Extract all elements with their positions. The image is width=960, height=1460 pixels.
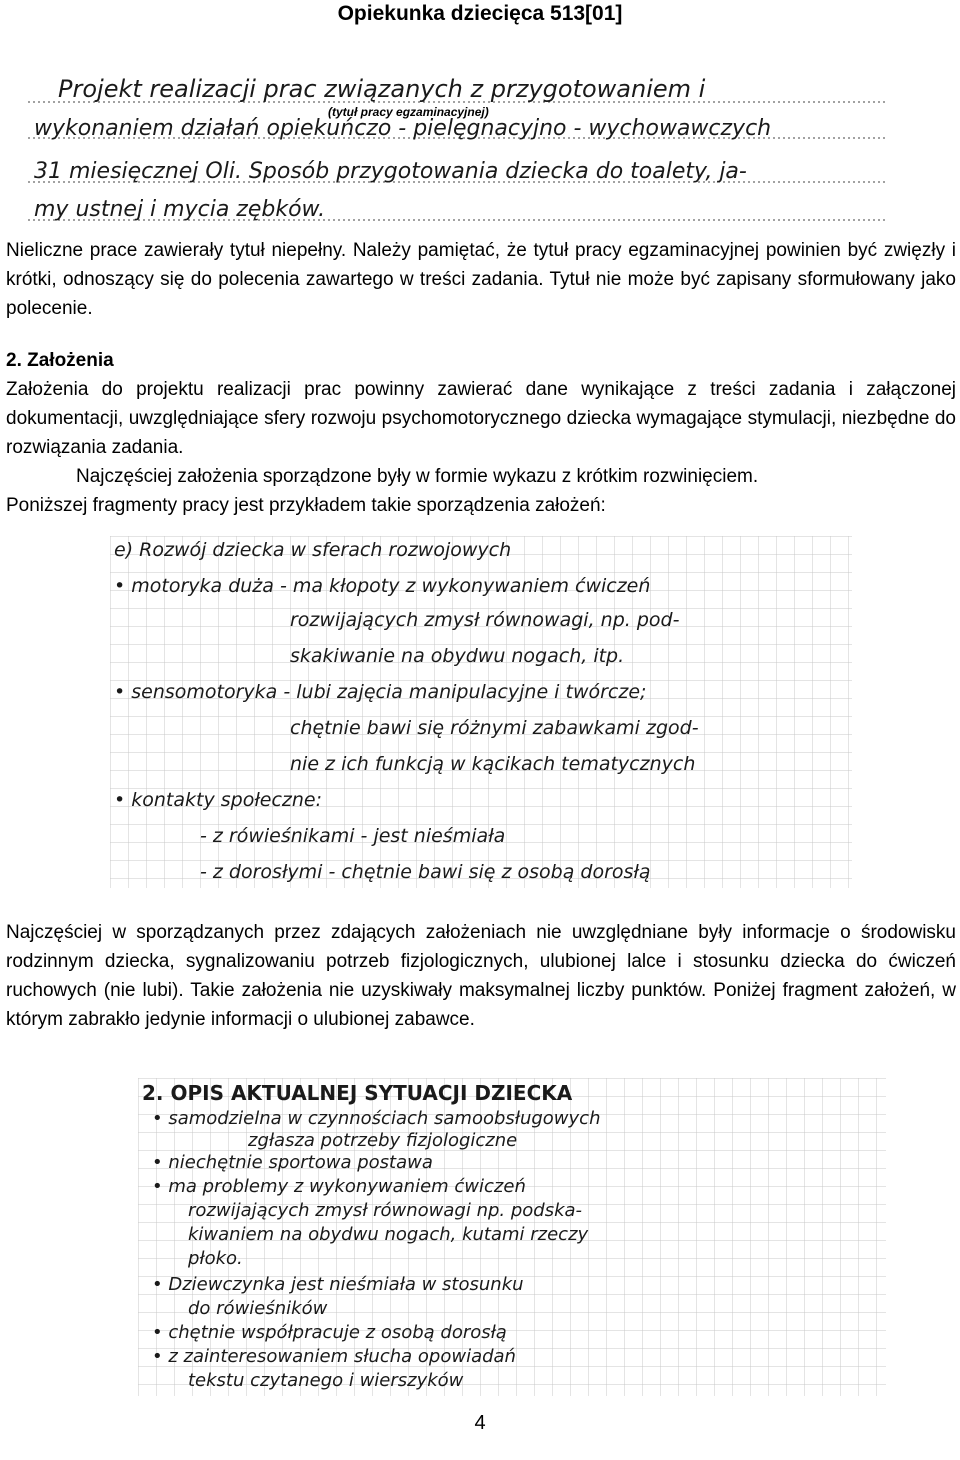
handwritten-line: skakiwanie na obydwu nogach, itp. — [290, 645, 625, 667]
handwritten-assumptions-scan — [110, 536, 852, 888]
handwritten-line: płoko. — [188, 1248, 243, 1269]
page-title: Opiekunka dziecięca 513[01] — [337, 2, 623, 25]
handwritten-line: tekstu czytanego i wierszyków — [188, 1370, 464, 1391]
handwritten-line: • z zainteresowaniem słucha opowiadań — [152, 1346, 516, 1367]
handwritten-line: • motoryka duża - ma kłopoty z wykonywaniem ćwiczeń — [114, 575, 651, 597]
handwritten-line: • niechętnie sportowa postawa — [152, 1152, 433, 1173]
handwritten-situation-scan — [138, 1078, 886, 1396]
handwritten-line: Projekt realizacji prac związanych z przygotowaniem i — [58, 75, 706, 103]
handwritten-line: • sensomotoryka - lubi zajęcia manipulacyjne i twórcze; — [114, 681, 647, 703]
handwritten-line: kiwaniem na obydwu nogach, kutami rzeczy — [188, 1224, 589, 1245]
handwritten-line: • kontakty społeczne: — [114, 789, 323, 811]
section-body: Założenia do projektu realizacji prac powinny zawierać dane wynikające z treści zadania i załączonej dokumentacji, uwzględniające sfery rozwoju psychomotorycznego dziecka wymagające stymulacji, niezbędne do rozwiązania zadania. — [6, 379, 956, 458]
handwritten-line: rozwijających zmysł równowagi, np. pod- — [290, 609, 680, 631]
handwritten-line: do rówieśników — [188, 1298, 328, 1319]
handwritten-line: my ustnej i mycia zębków. — [34, 197, 326, 222]
handwritten-line: rozwijających zmysł równowagi np. podska- — [188, 1200, 583, 1221]
handwritten-line: • Dziewczynka jest nieśmiała w stosunku — [152, 1274, 524, 1295]
handwritten-line: • samodzielna w czynnościach samoobsługowych — [152, 1108, 601, 1129]
handwritten-line: - z dorosłymi - chętnie bawi się z osobą dorosłą — [200, 861, 651, 883]
section-note: Najczęściej założenia sporządzone były w formie wykazu z krótkim rozwinięciem. — [76, 466, 759, 487]
handwritten-heading: 2. OPIS AKTUALNEJ SYTUACJI DZIECKA — [142, 1081, 573, 1105]
section-heading: 2. Założenia — [6, 350, 114, 371]
handwritten-title-scan — [28, 72, 900, 228]
section-example-intro: Poniższej fragmenty pracy jest przykładem takie sporządzenia założeń: — [6, 495, 606, 516]
handwritten-line: wykonaniem działań opiekuńczo - pielęgnacyjno - wychowawczych — [34, 116, 772, 141]
handwritten-line: 31 miesięcznej Oli. Sposób przygotowania dziecka do toalety, ja- — [34, 159, 747, 184]
handwritten-line: nie z ich funkcją w kącikach tematycznych — [290, 753, 696, 775]
handwritten-line: • ma problemy z wykonywaniem ćwiczeń — [152, 1176, 526, 1197]
handwritten-line: chętnie bawi się różnymi zabawkami zgod- — [290, 717, 699, 739]
handwritten-line: zgłasza potrzeby fizjologiczne — [248, 1130, 518, 1151]
handwritten-line: - z rówieśnikami - jest nieśmiała — [200, 825, 506, 847]
paragraph-title-note: Nieliczne prace zawierały tytuł niepełny. Należy pamiętać, że tytuł pracy egzaminacyjnej powinien być zwięzły i krótki, odnoszący się do polecenia zawartego w treści zadania. Tytuł nie może być zapisany sformułowany jako polecenie. — [6, 240, 956, 319]
paragraph-assumptions-note: Najczęściej w sporządzanych przez zdających założeniach nie uwzględniane były informacje o środowisku rodzinnym dziecka, sygnalizowaniu potrzeb fizjologicznych, ulubionej lalce i stosunku dziecka do ćwiczeń ruchowych (nie lubi). Takie założenia nie uzyskiwały maksymalnej liczby punktów. Poniżej fragment założeń, w którym zabrakło jedynie informacji o ulubionej zabawce. — [6, 922, 956, 1030]
handwritten-line: e) Rozwój dziecka w sferach rozwojowych — [114, 539, 512, 561]
page-number: 4 — [474, 1412, 486, 1434]
handwritten-line: • chętnie współpracuje z osobą dorosłą — [152, 1322, 507, 1343]
title-caption: (tytuł pracy egzaminacyjnej) — [328, 105, 489, 119]
